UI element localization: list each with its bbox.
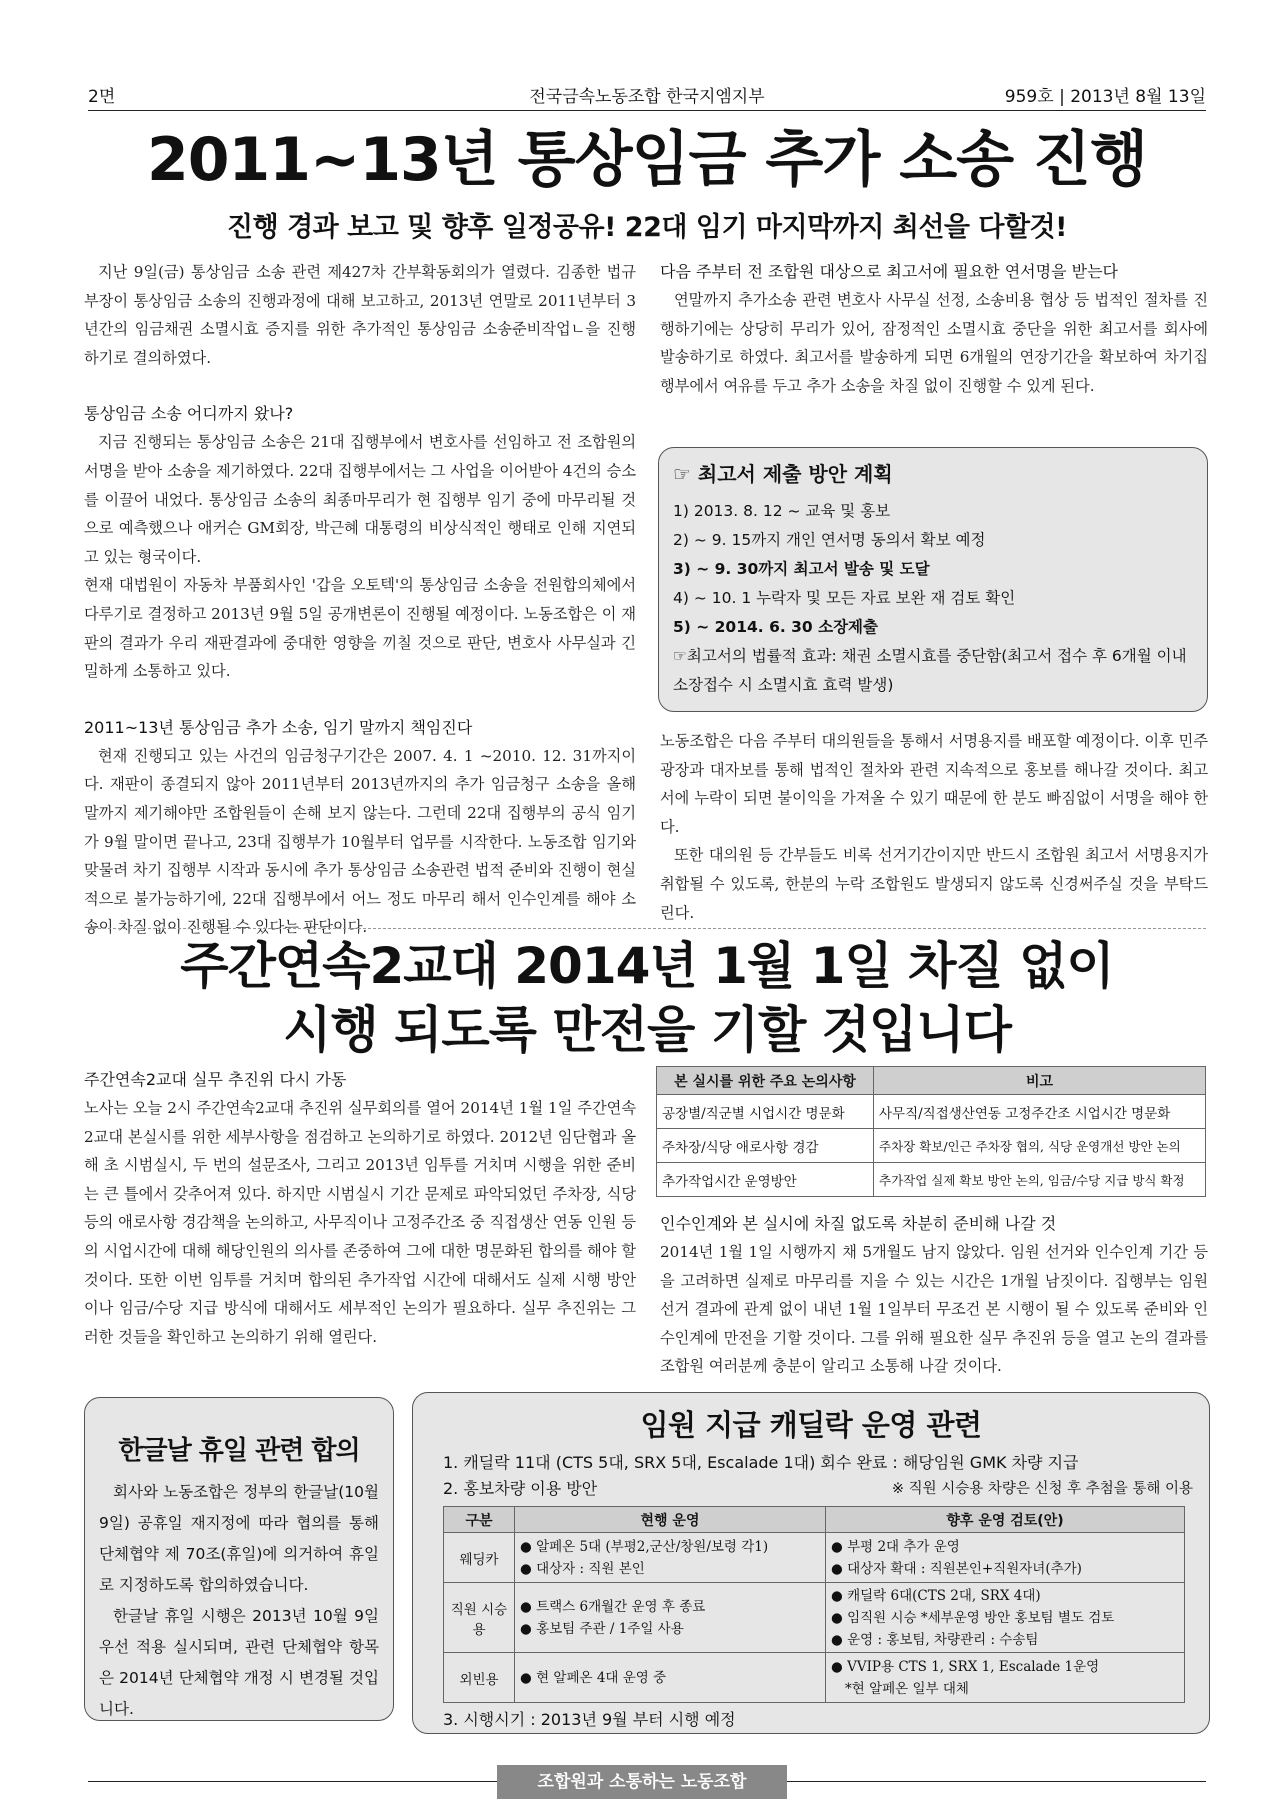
table-header: 비고 bbox=[874, 1067, 1206, 1095]
article1-right-column bbox=[660, 258, 1208, 400]
table-cell bbox=[515, 1533, 826, 1583]
paragraph: 또한 대의원 등 간부들도 비록 선거기간이지만 반드시 조합원 최고서 서명용지가 취합될 수 있도록, 한분의 누락 조합원도 발생되지 않도록 신경써주실 것을 부탁드린다. bbox=[660, 846, 1208, 922]
plan-item: 5) ~ 2014. 6. 30 소장제출 bbox=[673, 618, 879, 636]
section-heading: 2011~13년 통상임금 추가 소송, 임기 말까지 책임진다 bbox=[84, 717, 473, 737]
table-cell: 외빈용 bbox=[444, 1653, 515, 1703]
cadillac-title: 임원 지급 캐딜락 운영 관련 bbox=[640, 1408, 982, 1442]
list-item: ● 홍보팀 주관 / 1주일 사용 bbox=[520, 1620, 684, 1637]
header-rule bbox=[88, 110, 1206, 111]
publisher-name: 전국금속노동조합 한국지엠지부 bbox=[529, 87, 765, 107]
plan-title: ☞ 최고서 제출 방안 계획 bbox=[673, 462, 893, 486]
article2-left-column bbox=[84, 1066, 636, 1351]
article1-intro: 지난 9일(금) 통상임금 소송 관련 제427차 간부확동회의가 열렸다. 김종한 법규부장이 통상임금 소송의 진행과정에 대해 보고하고, 2013년 연말로 2011년부터 3년간의 임금채권 소멸시효 증지를 위한 추가적인 통상임금 소송준비작업ㄴ을 진행하기로 결의하였다. bbox=[84, 263, 636, 367]
list-item: ● 대상자 : 직원 본인 bbox=[520, 1560, 645, 1577]
article2-right-column bbox=[660, 1210, 1208, 1381]
article1-title: 2011~13년 통상임금 추가 소송 진행 bbox=[147, 125, 1147, 195]
table-cell bbox=[826, 1653, 1185, 1703]
section-heading: 통상임금 소송 어디까지 왔나? bbox=[84, 404, 294, 424]
vehicle-table bbox=[443, 1506, 1185, 1703]
paragraph: 한글날 휴일 시행은 2013년 10월 9일 우선 적용 실시되며, 관련 단체협약 항목은 2014년 단체협약 개정 시 변경될 것입니다. bbox=[99, 1607, 379, 1718]
page-header bbox=[88, 78, 1206, 108]
hangul-day-box bbox=[84, 1397, 394, 1721]
table-header: 향후 운영 검토(안) bbox=[826, 1507, 1185, 1533]
plan-list bbox=[673, 497, 1207, 642]
plan-note: ☞최고서의 법률적 효과: 채권 소멸시효를 중단함(최고서 접수 후 6개월 이내 소장접수 시 소멸시효 효력 발생) bbox=[673, 647, 1187, 694]
list-item: ● 현 알페온 4대 운영 중 bbox=[520, 1669, 667, 1686]
table-cell bbox=[826, 1583, 1185, 1653]
plan-item: 2) ~ 9. 15까지 개인 연서명 동의서 확보 예정 bbox=[673, 531, 986, 549]
table-cell: 주차장/식당 애로사항 경감 bbox=[657, 1129, 874, 1163]
list-item: ● 트랙스 6개월간 운영 후 종료 bbox=[520, 1598, 706, 1615]
article1-subtitle: 진행 경과 보고 및 향후 일정공유! 22대 임기 마지막까지 최선을 다할것! bbox=[227, 212, 1067, 243]
paragraph: 현재 진행되고 있는 사건의 임금청구기간은 2007. 4. 1 ~2010. 12. 31까지이다. 재판이 종결되지 않아 2011년부터 2013년까지의 추가 임금청구 소송을 올해 말까지 제기해야만 조합원들이 손해 보지 않는다. 그런데 22대 집행부의 공식 임기가 9월 말이면 끝나고, 23대 집행부가 10월부터 업무를 시작한다. 노동조합 임기와 맞물려 차기 집행부 시작과 동시에 추가 통상임금 소송관련 법적 준비와 진행이 현실적으로 불가능하기에, 22대 집행부에서 어느 정도 마무리 해서 인수인계를 해야 소송이 차질 없이 진행될 수 있다는 판단이다. bbox=[84, 746, 636, 937]
paragraph: 연말까지 추가소송 관련 변호사 사무실 선정, 소송비용 협상 등 법적인 절차를 진행하기에는 상당히 무리가 있어, 잠정적인 소멸시효 중단을 위한 최고서를 회사에 발송하기로 하였다. 최고서를 발송하게 되면 6개월의 연장기간을 확보하여 차기집행부에서 여유를 두고 추가 소송을 차질 없이 진행할 수 있게 된다. bbox=[660, 291, 1208, 395]
table-cell: 공장별/직군별 시업시간 명문화 bbox=[657, 1095, 874, 1129]
article2-title-line2: 시행 되도록 만전을 기할 것입니다 bbox=[283, 1001, 1011, 1059]
page-number: 2면 bbox=[88, 87, 116, 107]
list-item: *현 알페온 일부 대체 bbox=[845, 1680, 969, 1697]
list-item: ● 운영 : 홍보팀, 차량관리 : 수송팀 bbox=[831, 1631, 1039, 1648]
cadillac-line1: 1. 캐딜락 11대 (CTS 5대, SRX 5대, Escalade 1대) 회수 완료 : 해당임원 GMK 차량 지급 bbox=[443, 1453, 1079, 1472]
cadillac-box bbox=[412, 1392, 1210, 1734]
table-cell bbox=[826, 1533, 1185, 1583]
footer-slogan: 조합원과 소통하는 노동조합 bbox=[497, 1765, 787, 1799]
section-heading: 인수인계와 본 실시에 차질 없도록 차분히 준비해 나갈 것 bbox=[660, 1214, 1057, 1233]
section-divider bbox=[88, 928, 1206, 929]
plan-item: 1) 2013. 8. 12 ~ 교육 및 홍보 bbox=[673, 502, 891, 520]
list-item: ● 임직원 시승 *세부운영 방안 홍보팀 별도 검토 bbox=[831, 1609, 1115, 1626]
list-item: ● 알페온 5대 (부평2,군산/창원/보령 각1) bbox=[520, 1538, 769, 1555]
paragraph: 현재 대법원이 자동차 부품회사인 '갑을 오토텍'의 통상임금 소송을 전원합의체에서 다루기로 결정하고 2013년 9월 5일 공개변론이 진행될 예정이다. 노동조합은 이 재판의 결과가 우리 재판결과에 중대한 영향을 끼칠 것으로 판단, 변호사 사무실과 긴밀하게 소통하고 있다. bbox=[84, 576, 636, 681]
plan-item: 4) ~ 10. 1 누락자 및 모든 자료 보완 재 검토 확인 bbox=[673, 589, 1016, 607]
paragraph: 회사와 노동조합은 정부의 한글날(10월 9일) 공휴일 재지정에 따라 협의를 통해 단체협약 제 70조(휴일)에 의거하여 휴일로 지정하도록 합의하였습니다. bbox=[99, 1483, 379, 1594]
cadillac-line2: 2. 홍보차량 이용 방안 bbox=[443, 1479, 598, 1498]
table-header: 본 실시를 위한 주요 논의사항 bbox=[657, 1067, 874, 1095]
table-cell: 웨딩카 bbox=[444, 1533, 515, 1583]
hangul-day-body bbox=[99, 1477, 379, 1725]
table-cell: 추가작업시간 운영방안 bbox=[657, 1163, 874, 1197]
cadillac-line2-row bbox=[443, 1476, 1193, 1502]
paragraph: 지금 진행되는 통상임금 소송은 21대 집행부에서 변호사를 선임하고 전 조합원의 서명을 받아 소송을 제기하였다. 22대 집행부에서는 그 사업을 이어받아 4건의 승소를 이끌어 내었다. 통상임금 소송의 최종마무리가 현 집행부 임기 중에 마무리될 것으로 예측했으나 애커슨 GM회장, 박근혜 대통령의 비상식적인 행태로 인해 지연되고 있는 형국이다. bbox=[84, 433, 636, 566]
hangul-day-title: 한글날 휴일 관련 합의 bbox=[118, 1436, 360, 1466]
section-heading: 주간연속2교대 실무 추진위 다시 가동 bbox=[84, 1070, 347, 1089]
paragraph: 노사는 오늘 2시 주간연속2교대 추진위 실무회의를 열어 2014년 1월 1일 주간연속2교대 본실시를 위한 세부사항을 점검하고 논의하기로 하였다. 2012년 임단협과 올해 초 시범실시, 두 번의 설문조사, 그리고 2013년 임투를 거치며 시행을 위한 준비는 큰 틀에서 갖추어져 있다. 하지만 시범실시 기간 문제로 파악되었던 주차장, 식당 등의 애로사항 경감책을 논의하고, 사무직이나 고정주간조 중 직접생산 연동 인원 등의 시업시간에 대해 해당인원의 의사를 존중하여 그에 대한 명문화된 합의를 해야 할 것이다. 또한 이번 임투를 거치며 합의된 추가작업 시간에 대해서도 실제 시행 방안이나 임금/수당 지급 방식에 대해서도 세부적인 논의가 필요하다. 실무 추진위는 그러한 것들을 확인하고 논의하기 위해 열린다. bbox=[84, 1099, 636, 1346]
plan-box bbox=[658, 447, 1208, 712]
list-item: ● 부평 2대 추가 운영 bbox=[831, 1538, 960, 1555]
list-item: ● 대상자 확대 : 직원본인+직원자녀(추가) bbox=[831, 1560, 1082, 1577]
section-heading: 다음 주부터 전 조합원 대상으로 최고서에 필요한 연서명을 받는다 bbox=[660, 262, 1119, 281]
table-cell: 추가작업 실제 확보 방안 논의, 임금/수당 지급 방식 확정 bbox=[874, 1163, 1206, 1197]
cadillac-line3: 3. 시행시기 : 2013년 9월 부터 시행 예정 bbox=[443, 1710, 736, 1729]
table-cell: 주차장 확보/인근 주차장 협의, 식당 운영개선 방안 논의 bbox=[874, 1129, 1206, 1163]
table-cell bbox=[515, 1583, 826, 1653]
article1-left-column bbox=[84, 258, 636, 942]
cadillac-note: ※ 직원 시승용 차량은 신청 후 추첨을 통해 이용 bbox=[891, 1481, 1193, 1497]
article2-title-line1: 주간연속2교대 2014년 1월 1일 차질 없이 bbox=[180, 937, 1114, 995]
article1-right-column-bottom bbox=[660, 727, 1208, 927]
list-item: ● VVIP용 CTS 1, SRX 1, Escalade 1운영 bbox=[831, 1658, 1100, 1675]
plan-item: 3) ~ 9. 30까지 최고서 발송 및 도달 bbox=[673, 560, 930, 578]
table-header: 현행 운영 bbox=[515, 1507, 826, 1533]
table-cell bbox=[515, 1653, 826, 1703]
issue-info: 959호 | 2013년 8월 13일 bbox=[1004, 87, 1206, 107]
list-item: ● 캐딜락 6대(CTS 2대, SRX 4대) bbox=[831, 1587, 1041, 1604]
paragraph: 노동조합은 다음 주부터 대의원들을 통해서 서명용지를 배포할 예정이다. 이후 민주광장과 대자보를 통해 법적인 절차와 관련 지속적으로 홍보를 해나갈 것이다. 최고서에 누락이 되면 불이익을 가져올 수 있기 때문에 한 분도 빠짐없이 서명을 해야 한다. bbox=[660, 732, 1208, 836]
paragraph: 2014년 1월 1일 시행까지 채 5개월도 남지 않았다. 임원 선거와 인수인계 기간 등을 고려하면 실제로 마무리를 지을 수 있는 시간은 1개월 남짓이다. 집행부는 임원 선거 결과에 관계 없이 내년 1월 1일부터 무조건 본 시행이 될 수 있도록 준비와 인수인계에 만전을 기할 것이다. 그를 위해 필요한 실무 추진위 등을 열고 논의 결과를 조합원 여러분께 충분이 알리고 소통해 나갈 것이다. bbox=[660, 1243, 1208, 1376]
table-cell: 사무직/직접생산연동 고정주간조 시업시간 명문화 bbox=[874, 1095, 1206, 1129]
discussion-table bbox=[656, 1066, 1206, 1197]
table-cell: 직원 시승용 bbox=[444, 1583, 515, 1653]
table-header: 구분 bbox=[444, 1507, 515, 1533]
